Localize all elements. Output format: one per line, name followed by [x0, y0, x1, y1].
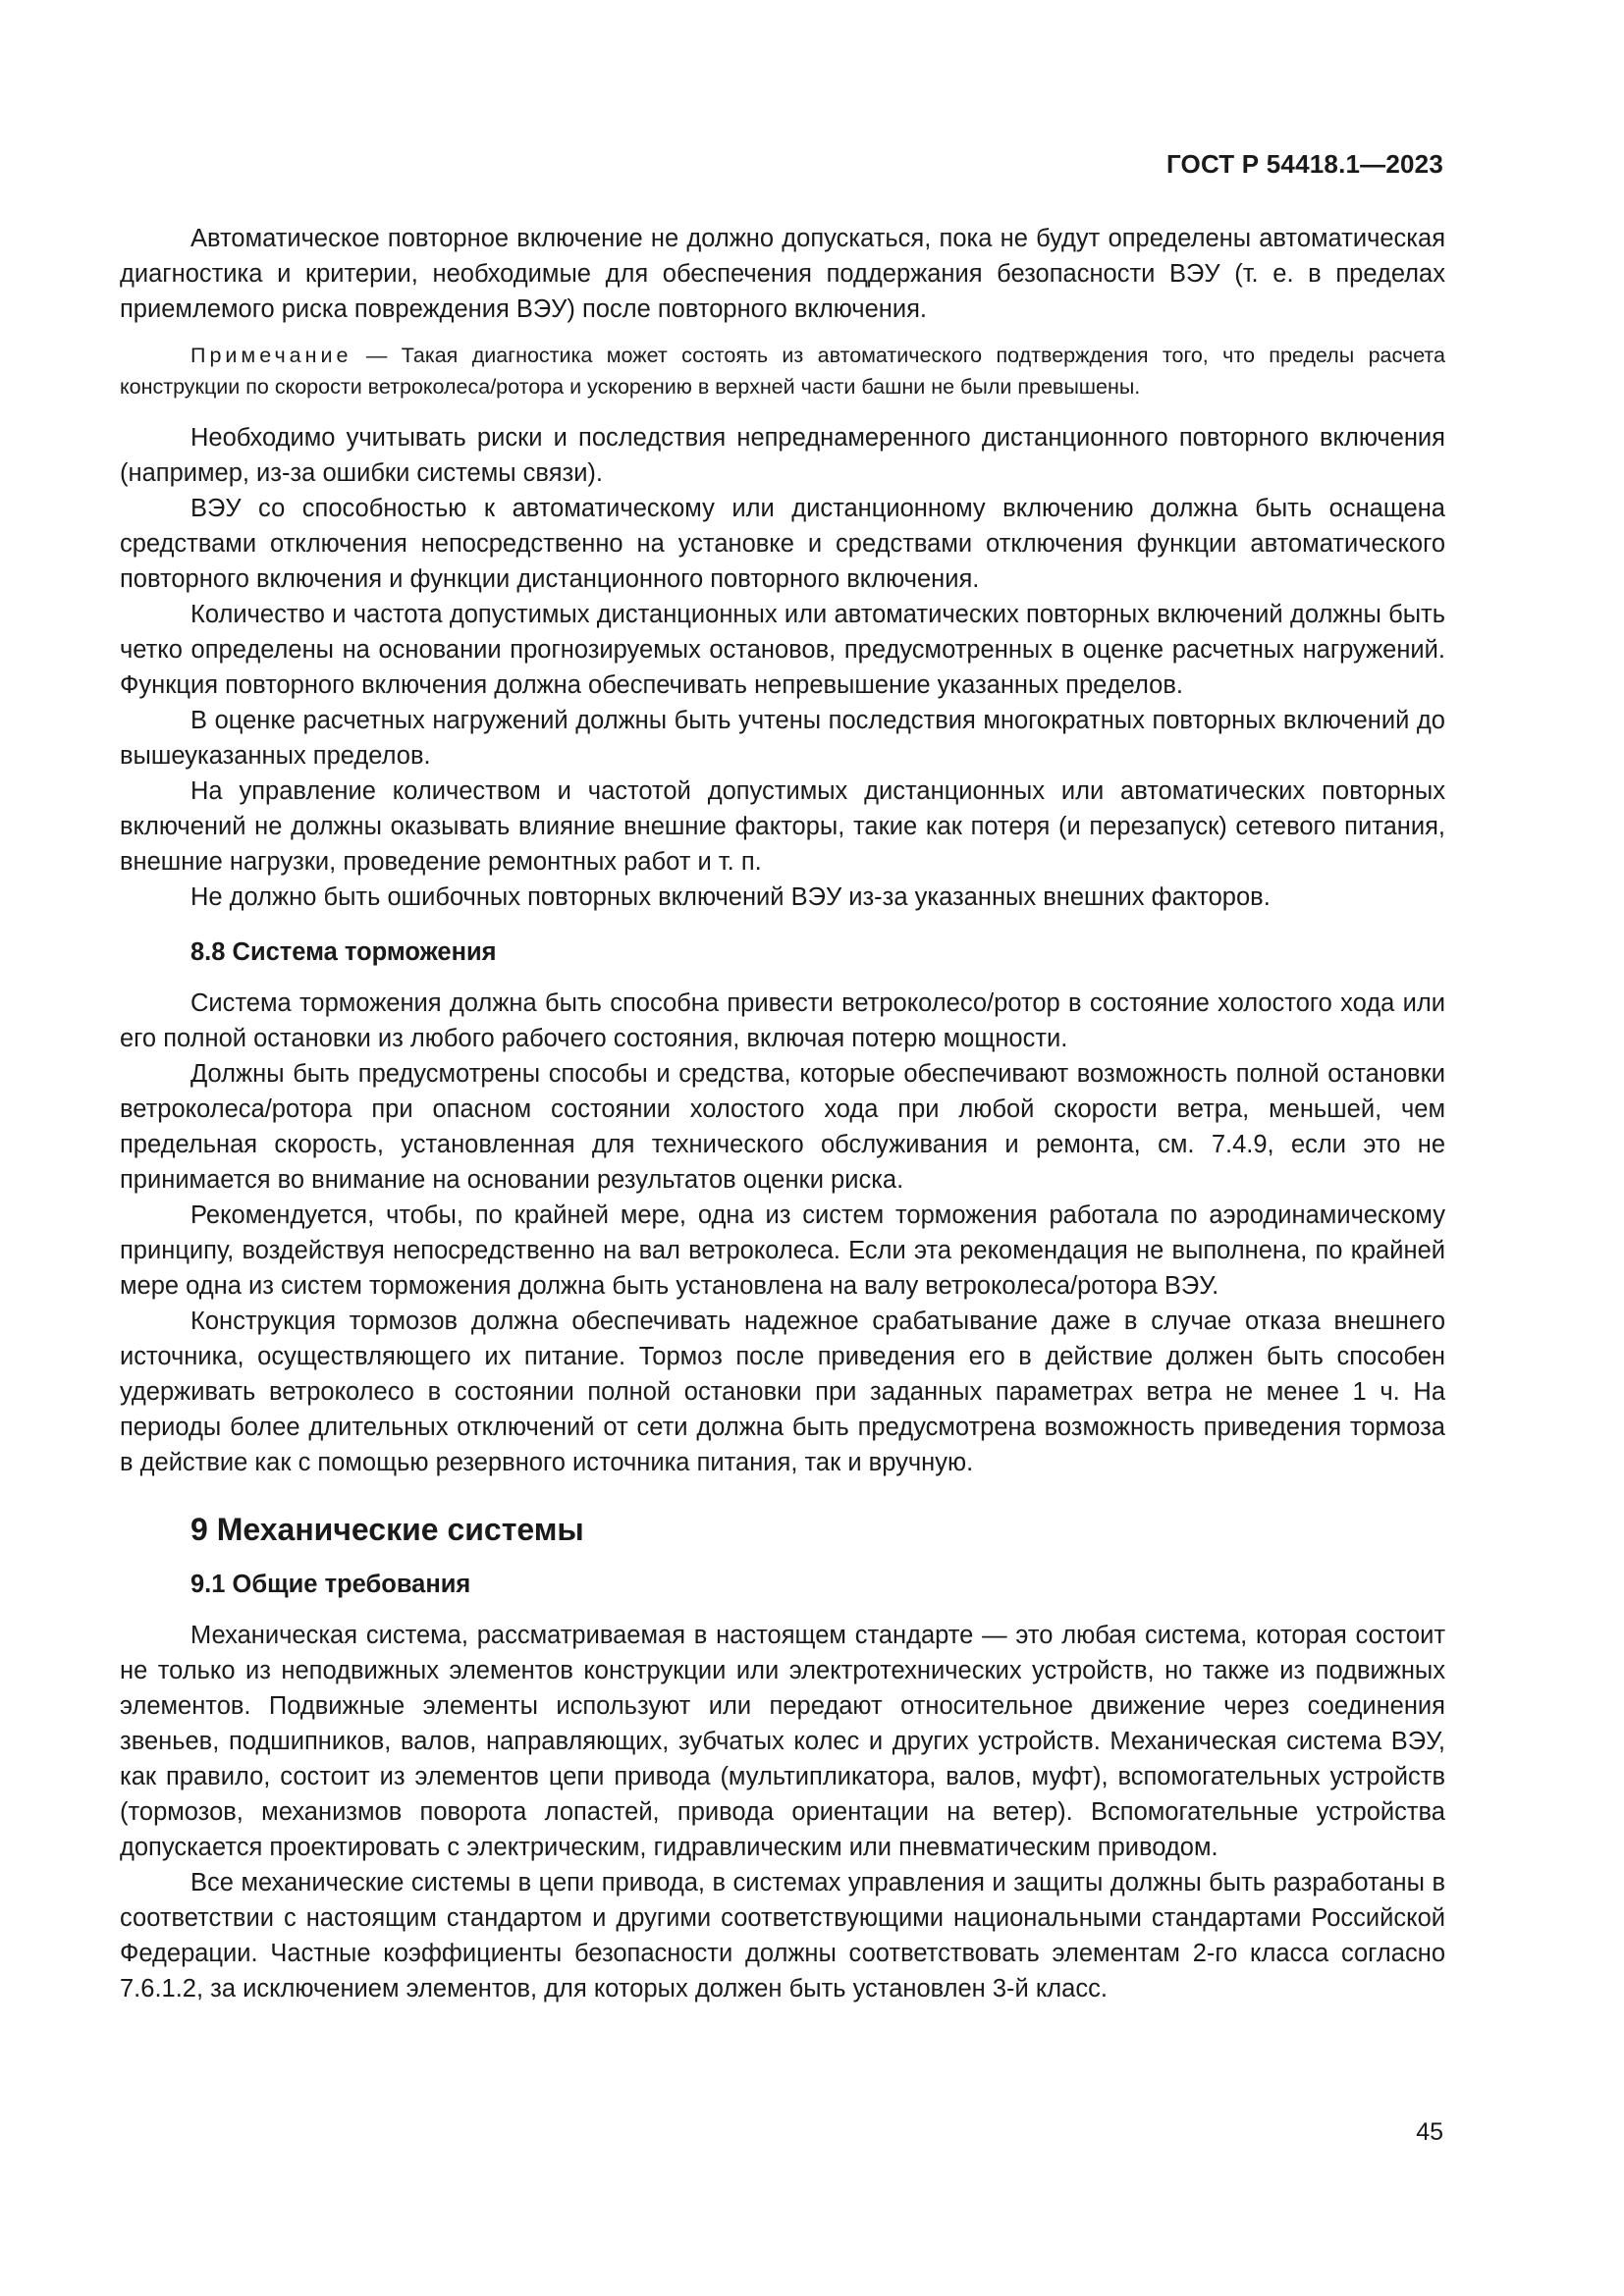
section-heading-9: 9 Механические системы	[190, 1512, 584, 1547]
note-text: — Такая диагностика может состоять из автоматического подтверждения того, что пределы расчета конструкции по скорости ветроколеса/ротора и ускорению в верхней части башни не были превышены.	[120, 344, 1445, 399]
paragraph: ВЭУ со способностью к автоматическому или дистанционному включению должна быть оснащена средствами отключения непосредственно на установке и средствами отключения функции автоматического повторного включения и функции дистанционного повторного включения.	[120, 495, 1445, 593]
paragraph: Автоматическое повторное включение не должно допускаться, пока не будут определены автоматическая диагностика и критерии, необходимые для обеспечения поддержания безопасности ВЭУ (т. е. в пределах приемлемого риска повреждения ВЭУ) после повторного включения.	[120, 225, 1445, 323]
section-heading-8-8: 8.8 Система торможения	[190, 938, 497, 966]
paragraph: Конструкция тормозов должна обеспечивать надежное срабатывание даже в случае отказа внешнего источника, осуществляющего их питание. Тормоз после приведения его в действие должен быть способен удерживать ветроколесо в состоянии полной остановки при заданных параметрах ветра не менее 1 ч. На периоды более длительных отключений от сети должна быть предусмотрена возможность приведения тормоза в действие как с помощью резервного источника питания, так и вручную.	[120, 1308, 1445, 1476]
paragraph: Все механические системы в цепи привода, в системах управления и защиты должны быть разработаны в соответствии с настоящим стандартом и другими соответствующими национальными стандартами Российской Федерации. Частные коэффициенты безопасности должны соответствовать элементам 2-го класса согласно 7.6.1.2, за исключением элементов, для которых должен быть установлен 3-й класс.	[120, 1869, 1445, 2002]
section-heading-9-1: 9.1 Общие требования	[190, 1571, 471, 1598]
note-label: Примечание	[190, 344, 352, 367]
paragraph: Количество и частота допустимых дистанционных или автоматических повторных включений должны быть четко определены на основании прогнозируемых остановов, предусмотренных в оценке расчетных нагружений. Функция повторного включения должна обеспечивать непревышение указанных пределов.	[120, 601, 1445, 699]
paragraph: Рекомендуется, чтобы, по крайней мере, одна из систем торможения работала по аэродинамическому принципу, воздействуя непосредственно на вал ветроколеса. Если эта рекомендация не выполнена, по крайней мере одна из систем торможения должна быть установлена на валу ветроколеса/ротора ВЭУ.	[120, 1201, 1445, 1300]
paragraph: Механическая система, рассматриваемая в настоящем стандарте — это любая система, которая состоит не только из неподвижных элементов конструкции или электротехнических устройств, но также из подвижных элементов. Подвижные элементы используют или передают относительное движение через соединения звеньев, подшипников, валов, направляющих, зубчатых колес и других устройств. Механическая система ВЭУ, как правило, состоит из элементов цепи привода (мультипликатора, валов, муфт), вспомогательных устройств (тормозов, механизмов поворота лопастей, привода ориентации на ветер). Вспомогательные устройства допускается проектировать с электрическим, гидравлическим или пневматическим приводом.	[120, 1622, 1445, 1861]
paragraph: На управление количеством и частотой допустимых дистанционных или автоматических повторных включений не должны оказывать влияние внешние факторы, такие как потеря (и перезапуск) сетевого питания, внешние нагрузки, проведение ремонтных работ и т. п.	[120, 777, 1445, 876]
paragraph: Не должно быть ошибочных повторных включений ВЭУ из-за указанных внешних факторов.	[190, 883, 1271, 911]
note	[120, 340, 1445, 402]
document-header: ГОСТ Р 54418.1—2023	[1165, 149, 1443, 179]
paragraph: Система торможения должна быть способна привести ветроколесо/ротор в состояние холостого хода или его полной остановки из любого рабочего состояния, включая потерю мощности.	[120, 989, 1445, 1052]
page-number: 45	[1416, 2118, 1443, 2146]
paragraph: Должны быть предусмотрены способы и средства, которые обеспечивают возможность полной остановки ветроколеса/ротора при опасном состоянии холостого хода при любой скорости ветра, меньшей, чем предельная скорость, установленная для технического обслуживания и ремонта, см. 7.4.9, если это не принимается во внимание на основании результатов оценки риска.	[120, 1060, 1445, 1194]
paragraph: Необходимо учитывать риски и последствия непреднамеренного дистанционного повторного включения (например, из-за ошибки системы связи).	[120, 424, 1445, 487]
paragraph: В оценке расчетных нагружений должны быть учтены последствия многократных повторных включений до вышеуказанных пределов.	[120, 707, 1445, 770]
document-body	[120, 221, 1445, 2006]
